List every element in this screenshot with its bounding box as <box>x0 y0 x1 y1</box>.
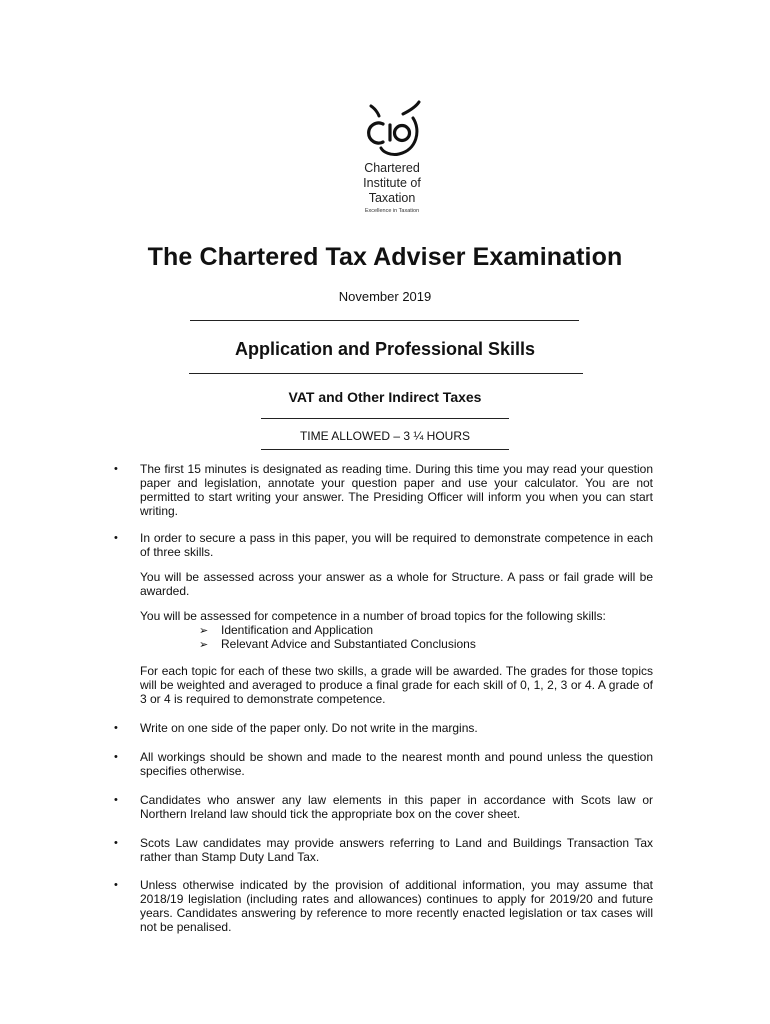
instruction-scots-ni-law: Candidates who answer any law elements in this paper in accordance with Scots law or Northern Ireland law should tick the appropriate box on the cover sheet. <box>140 793 653 821</box>
skill-item-label: Relevant Advice and Substantiated Conclusions <box>221 637 476 651</box>
divider <box>190 320 579 321</box>
arrow-bullet-icon: ➢ <box>199 639 209 651</box>
instruction-topics: You will be assessed for competence in a number of broad topics for the following skills: <box>140 609 606 623</box>
skill-item-label: Identification and Application <box>221 623 374 637</box>
logo-org-line3: Taxation <box>368 191 416 205</box>
bullet-icon: • <box>114 722 118 734</box>
instruction-structure: You will be assessed across your answer as a whole for Structure. A pass or fail grade will be awarded. <box>140 570 653 598</box>
cio-logo <box>356 98 428 218</box>
divider <box>261 418 509 419</box>
time-allowed: TIME ALLOWED – 3 ¼ HOURS <box>299 429 471 443</box>
divider <box>261 449 509 450</box>
instruction-skills: In order to secure a pass in this paper, you will be required to demonstrate competence in each of three skills. <box>140 531 653 559</box>
divider <box>189 373 583 374</box>
paper-name: VAT and Other Indirect Taxes <box>288 389 482 405</box>
instruction-legislation: Unless otherwise indicated by the provision of additional information, you may assume that 2018/19 legislation (including rates and allowances) continues to apply for 2019/20 and future years. Candidates answering by reference to more recently enacted legislation or tax cases will not be penalised. <box>140 878 653 934</box>
instruction-one-side: Write on one side of the paper only. Do not write in the margins. <box>140 721 478 735</box>
instruction-grading: For each topic for each of these two skills, a grade will be awarded. The grades for those topics will be weighted and averaged to produce a final grade for each skill of 0, 1, 2, 3 or 4. A grade of 3 or 4 is required to demonstrate competence. <box>140 664 653 706</box>
skill-item <box>199 637 476 652</box>
exam-date: November 2019 <box>338 289 432 304</box>
logo-org-line1: Chartered <box>364 161 420 175</box>
bullet-icon: • <box>114 879 118 891</box>
bullet-icon: • <box>114 837 118 849</box>
logo-tagline: Excellence in Taxation <box>364 208 420 214</box>
exam-title: The Chartered Tax Adviser Examination <box>147 243 623 271</box>
cio-logo-mark <box>357 98 427 160</box>
arrow-bullet-icon: ➢ <box>199 625 209 637</box>
exam-subject: Application and Professional Skills <box>234 339 536 359</box>
instruction-lbtt: Scots Law candidates may provide answers referring to Land and Buildings Transaction Tax rather than Stamp Duty Land Tax. <box>140 836 653 864</box>
instruction-reading-time: The first 15 minutes is designated as reading time. During this time you may read your question paper and legislation, annotate your question paper and use your calculator. You are not permitted to start writing your answer. The Presiding Officer will inform you when you can start writing. <box>140 462 653 518</box>
bullet-icon: • <box>114 532 118 544</box>
bullet-icon: • <box>114 794 118 806</box>
logo-org-line2: Institute of <box>363 176 421 190</box>
instruction-workings: All workings should be shown and made to the nearest month and pound unless the question specifies otherwise. <box>140 750 653 778</box>
bullet-icon: • <box>114 751 118 763</box>
skill-item <box>199 623 373 638</box>
bullet-icon: • <box>114 463 118 475</box>
